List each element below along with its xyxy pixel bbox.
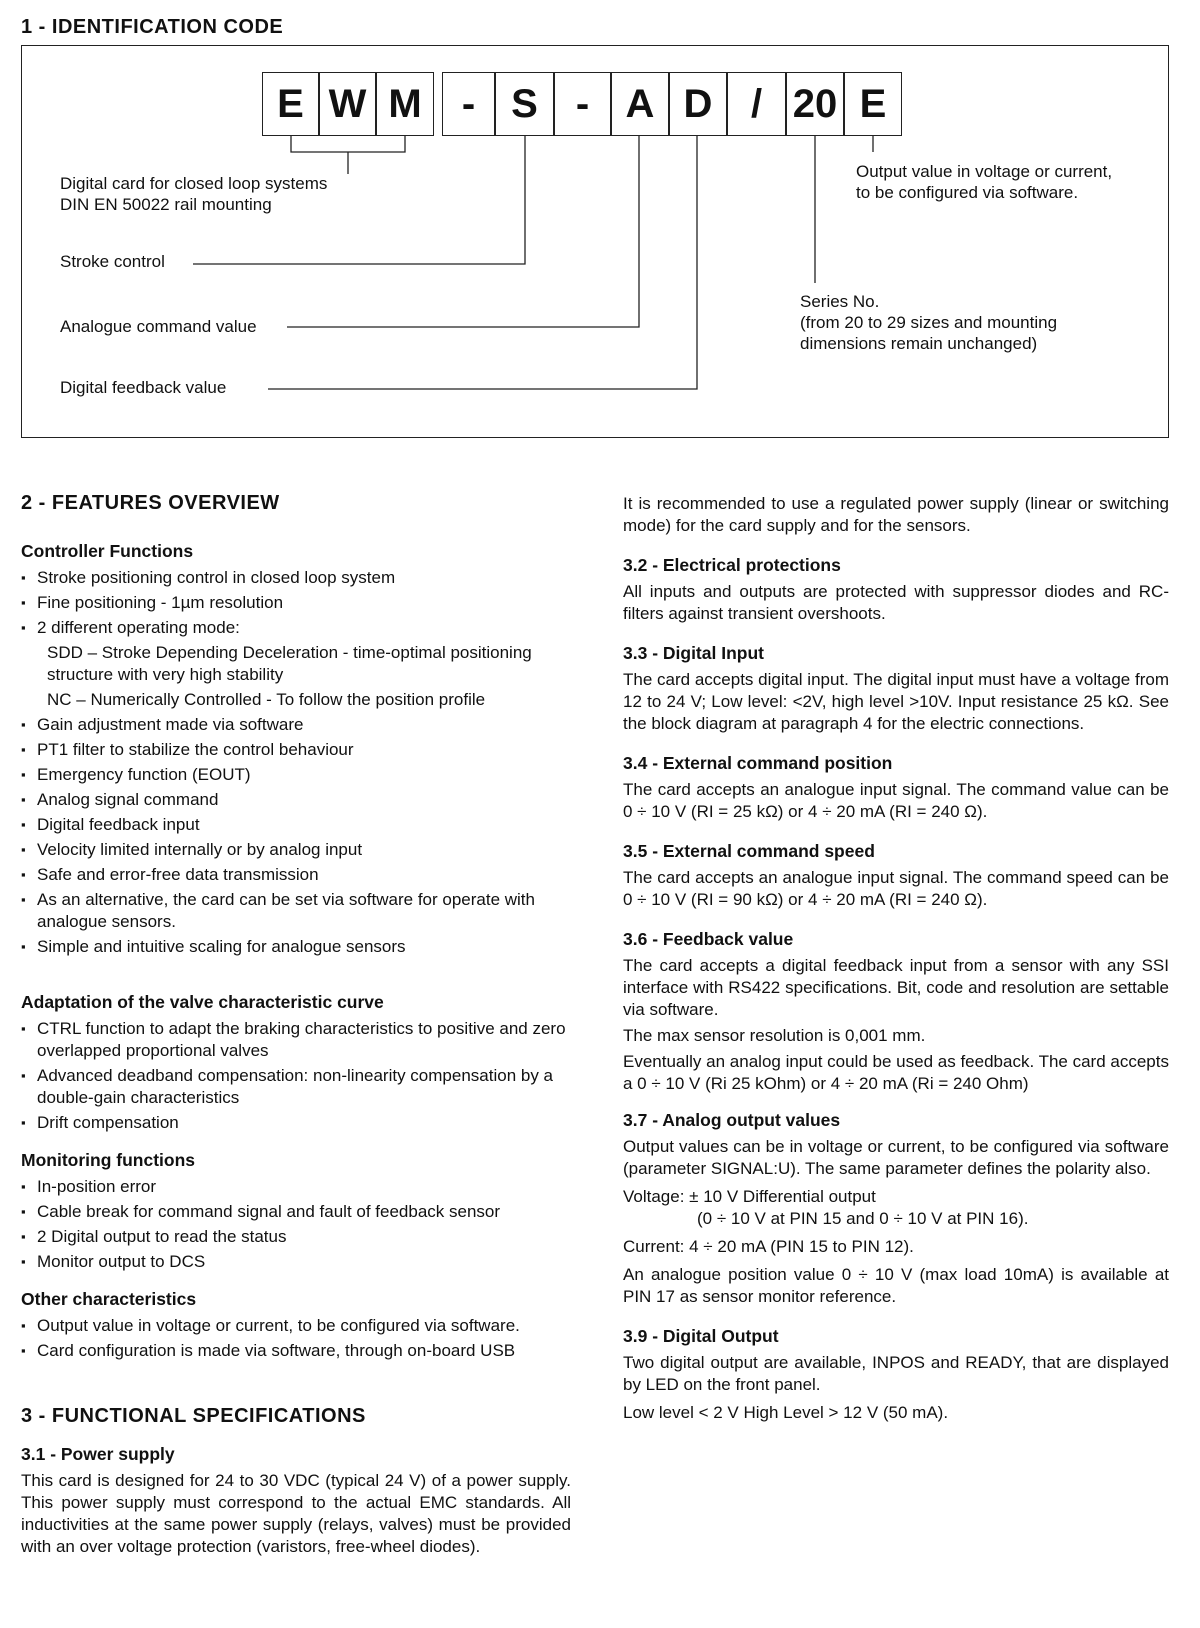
code-cell: -	[554, 72, 611, 136]
mode-nc: NC – Numerically Controlled - To follow the position profile	[47, 690, 486, 709]
command-position-text: The card accepts an analogue input signal. The command value can be 0 ÷ 10 V (RI = 25 kΩ) or 4 ÷ 20 mA (RI = 240 Ω).	[623, 780, 1169, 821]
digital-output-levels: Low level < 2 V High Level > 12 V (50 mA).	[623, 1403, 949, 1422]
code-cell: E	[844, 72, 902, 136]
code-cell: 20	[786, 72, 844, 136]
digital-input-text: The card accepts digital input. The digital input must have a voltage from 12 to 24 V; Low level: <2V, high level >10V. Input resistance 25 kΩ. See the block diagram at paragraph 4 for the electric connections.	[623, 670, 1169, 733]
monitoring-list	[21, 1176, 571, 1273]
feedback-value-text-1: The card accepts a digital feedback input from a sensor with any SSI interface with RS422 specifications. Bit, code and resolution are settable via software.	[623, 956, 1169, 1019]
label-analogue-command: Analogue command value	[60, 317, 257, 336]
left-column	[21, 492, 571, 1558]
analog-output-current: Current: 4 ÷ 20 mA (PIN 15 to PIN 12).	[623, 1237, 914, 1256]
power-supply-text: This card is designed for 24 to 30 VDC (typical 24 V) of a power supply. This power supply must correspond to the actual EMC standards. All inductivities at the same power supply (relays, valves) must be provided with an over voltage protection (varistors, free-wheel diodes).	[21, 1471, 571, 1556]
adaptation-heading: Adaptation of the valve characteristic curve	[21, 992, 384, 1012]
analog-output-text-1: Output values can be in voltage or current, to be configured via software (parameter SIGNAL:U). The same parameter defines the polarity also.	[623, 1137, 1169, 1178]
list-item: ▪ Stroke positioning control in closed loop system	[21, 567, 571, 589]
code-cell: /	[727, 72, 786, 136]
list-item: ▪ Card configuration is made via software, through on-board USB	[21, 1340, 571, 1362]
list-item: ▪ Output value in voltage or current, to be configured via software.	[21, 1315, 571, 1337]
digital-output-heading: 3.9 - Digital Output	[623, 1326, 779, 1346]
other-characteristics-heading: Other characteristics	[21, 1289, 197, 1309]
controller-functions-list	[21, 567, 571, 639]
list-item: ▪ Drift compensation	[21, 1112, 571, 1134]
list-item: ▪ Gain adjustment made via software	[21, 714, 571, 736]
list-item: ▪ Advanced deadband compensation: non-linearity compensation by a double-gain characteristics	[21, 1065, 571, 1109]
analog-output-heading: 3.7 - Analog output values	[623, 1110, 841, 1130]
section-3-title: 3 - FUNCTIONAL SPECIFICATIONS	[21, 1405, 366, 1427]
power-supply-text-cont: It is recommended to use a regulated power supply (linear or switching mode) for the card supply and for the sensors.	[623, 494, 1169, 535]
electrical-protections-heading: 3.2 - Electrical protections	[623, 555, 841, 575]
label-output-value-1: Output value in voltage or current,	[856, 162, 1113, 181]
label-rail-mounting: DIN EN 50022 rail mounting	[60, 195, 272, 214]
list-item: ▪ 2 different operating mode:	[21, 617, 571, 639]
adaptation-list	[21, 1018, 571, 1134]
code-cell: W	[319, 72, 376, 136]
code-cell: S	[495, 72, 554, 136]
list-item: ▪ Analog signal command	[21, 789, 571, 811]
list-item: ▪ Emergency function (EOUT)	[21, 764, 571, 786]
mode-sdd: SDD – Stroke Depending Deceleration - time-optimal positioning structure with very high stability	[47, 643, 532, 684]
command-position-heading: 3.4 - External command position	[623, 753, 893, 773]
feedback-value-heading: 3.6 - Feedback value	[623, 929, 794, 949]
other-characteristics-list	[21, 1315, 571, 1362]
controller-functions-list-2	[21, 714, 571, 958]
code-cell: D	[669, 72, 727, 136]
digital-output-text: Two digital output are available, INPOS and READY, that are displayed by LED on the front panel.	[623, 1353, 1169, 1394]
code-cell: M	[376, 72, 434, 136]
label-series-3: dimensions remain unchanged)	[800, 334, 1038, 353]
code-cell: -	[442, 72, 495, 136]
list-item: ▪ In-position error	[21, 1176, 571, 1198]
command-speed-text: The card accepts an analogue input signal. The command speed can be 0 ÷ 10 V (RI = 90 kΩ) or 4 ÷ 20 mA (RI = 240 Ω).	[623, 868, 1169, 909]
list-item: ▪ As an alternative, the card can be set via software for operate with analogue sensors.	[21, 889, 571, 933]
label-series-1: Series No.	[800, 292, 880, 311]
list-item: ▪ Simple and intuitive scaling for analogue sensors	[21, 936, 571, 958]
label-stroke-control: Stroke control	[60, 252, 165, 271]
label-series-2: (from 20 to 29 sizes and mounting	[800, 313, 1058, 332]
power-supply-heading: 3.1 - Power supply	[21, 1444, 175, 1464]
list-item: ▪ CTRL function to adapt the braking characteristics to positive and zero overlapped proportional valves	[21, 1018, 571, 1062]
analog-output-voltage-pins: (0 ÷ 10 V at PIN 15 and 0 ÷ 10 V at PIN 16).	[697, 1209, 1029, 1228]
controller-functions-heading: Controller Functions	[21, 541, 194, 561]
label-digital-feedback: Digital feedback value	[60, 378, 227, 397]
electrical-protections-text: All inputs and outputs are protected with suppressor diodes and RC-filters against transient overshoots.	[623, 582, 1169, 623]
list-item: ▪ Fine positioning - 1µm resolution	[21, 592, 571, 614]
analog-output-text-2: An analogue position value 0 ÷ 10 V (max load 10mA) is available at PIN 17 as sensor monitor reference.	[623, 1265, 1169, 1306]
list-item: ▪ 2 Digital output to read the status	[21, 1226, 571, 1248]
list-item: ▪ Safe and error-free data transmission	[21, 864, 571, 886]
digital-input-heading: 3.3 - Digital Input	[623, 643, 764, 663]
list-item: ▪ Cable break for command signal and fault of feedback sensor	[21, 1201, 571, 1223]
label-digital-card: Digital card for closed loop systems	[60, 174, 328, 193]
section-2-title: 2 - FEATURES OVERVIEW	[21, 492, 280, 514]
section-1-title: 1 - IDENTIFICATION CODE	[21, 16, 284, 38]
list-item: ▪ Velocity limited internally or by analog input	[21, 839, 571, 861]
code-cell: A	[611, 72, 669, 136]
analog-output-voltage: Voltage: ± 10 V Differential output	[623, 1187, 876, 1206]
feedback-value-text-3: Eventually an analog input could be used as feedback. The card accepts a 0 ÷ 10 V (Ri 25 kOhm) or 4 ÷ 20 mA (Ri = 240 Ohm)	[623, 1052, 1169, 1093]
list-item: ▪ Digital feedback input	[21, 814, 571, 836]
code-cell: E	[262, 72, 319, 136]
list-item: ▪ Monitor output to DCS	[21, 1251, 571, 1273]
feedback-value-text-2: The max sensor resolution is 0,001 mm.	[623, 1026, 926, 1045]
monitoring-heading: Monitoring functions	[21, 1150, 195, 1170]
command-speed-heading: 3.5 - External command speed	[623, 841, 875, 861]
list-item: ▪ PT1 filter to stabilize the control behaviour	[21, 739, 571, 761]
label-output-value-2: to be configured via software.	[856, 183, 1079, 202]
right-column	[623, 493, 1169, 1424]
